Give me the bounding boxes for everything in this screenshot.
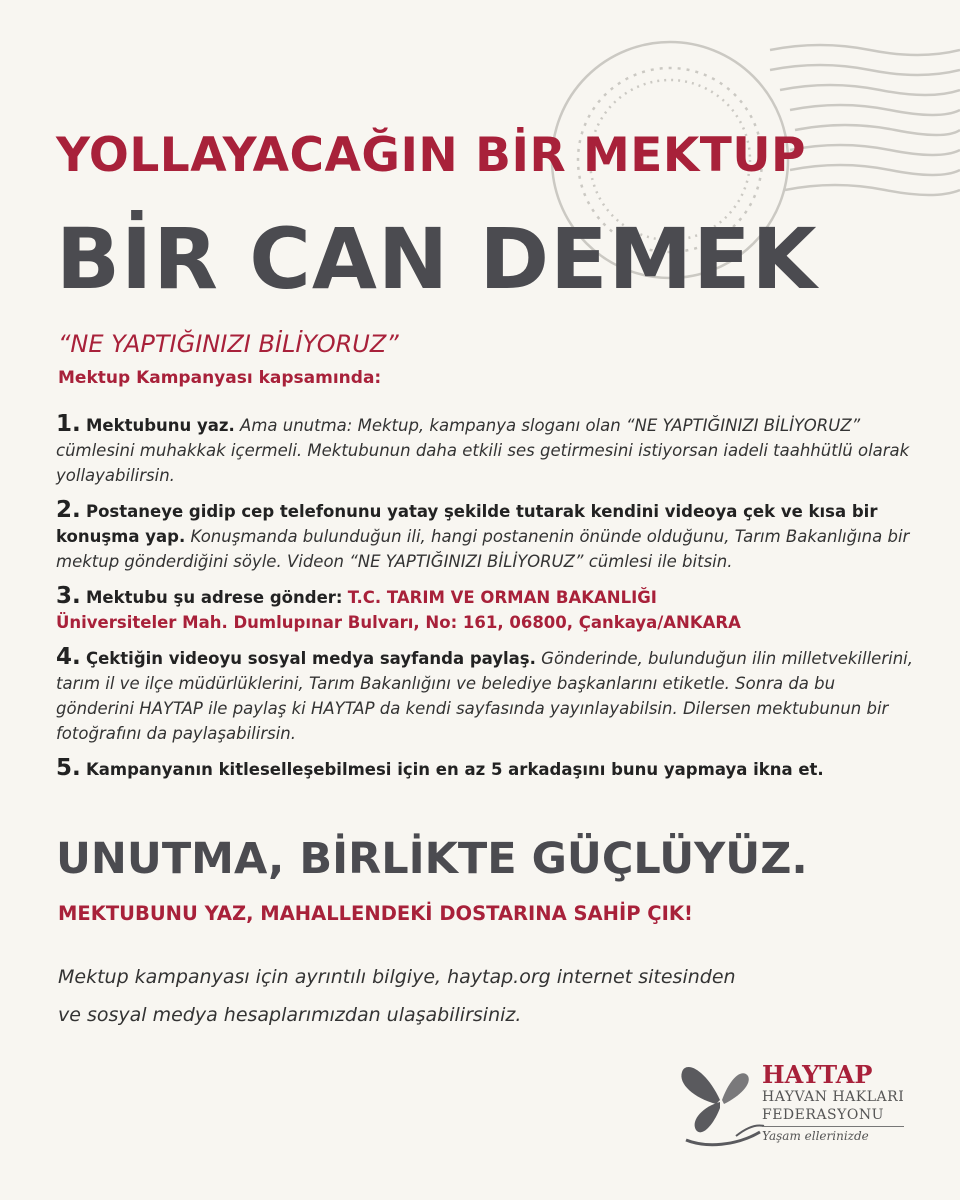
step-number: 3. (56, 583, 81, 609)
step-lead: Mektubu şu adrese gönder: (86, 588, 343, 607)
info-footnote (58, 958, 918, 1034)
call-to-action: MEKTUBUNU YAZ, MAHALLENDEKİ DOSTARINA SAHİP ÇIK! (58, 902, 693, 925)
step-2 (56, 498, 916, 574)
step-1 (56, 412, 916, 488)
footnote-line-2: ve sosyal medya hesaplarımızdan ulaşabilirsiniz. (58, 1004, 522, 1026)
step-lead: Mektubunu yaz. (86, 416, 235, 435)
ministry-name: T.C. TARIM VE ORMAN BAKANLIĞI (347, 588, 657, 607)
footnote-line-1: Mektup kampanyası için ayrıntılı bilgiye, haytap.org internet sitesinden (58, 966, 736, 988)
step-number: 2. (56, 497, 81, 523)
step-lead: Çektiğin videoyu sosyal medya sayfanda paylaş. (86, 649, 536, 668)
campaign-subtitle: Mektup Kampanyası kapsamında: (58, 368, 382, 388)
title-line-1: YOLLAYACAĞIN BİR MEKTUP (56, 128, 806, 183)
butterfly-hand-icon (676, 1050, 768, 1150)
ministry-address: Üniversiteler Mah. Dumlupınar Bulvarı, No: 161, 06800, Çankaya/ANKARA (56, 613, 741, 632)
campaign-slogan: “NE YAPTIĞINIZI BİLİYORUZ” (58, 330, 399, 358)
logo-brand: HAYTAP (762, 1060, 873, 1089)
step-4 (56, 645, 916, 746)
step-description: Ama unutma: Mektup, kampanya sloganı olan “NE YAPTIĞINIZI BİLİYORUZ” cümlesini muhakkak içermeli. Mektubunun daha etkili ses getirmesini istiyorsan iadeli taahhütlü olarak yollayabilirsin. (56, 416, 910, 485)
logo-text (762, 1062, 904, 1143)
title-line-2: BİR CAN DEMEK (56, 210, 818, 308)
step-number: 5. (56, 755, 81, 781)
haytap-logo (676, 1050, 936, 1160)
step-3 (56, 584, 916, 635)
step-description: Konuşmanda bulunduğun ili, hangi postanenin önünde olduğunu, Tarım Bakanlığına bir mektup gönderdiğini söyle. Videon “NE YAPTIĞINIZI BİLİYORUZ” cümlesi ile bitsin. (56, 527, 910, 571)
steps-list (56, 412, 916, 792)
step-number: 4. (56, 644, 81, 670)
step-description: Gönderinde, bulunduğun ilin milletvekillerini, tarım il ve ilçe müdürlüklerini, Tarım Bakanlığını ve belediye başkanlarını etiketle. Sonra da bu gönderini HAYTAP ile paylaş ki HAYTAP da kendi sayfasında yayınlayabilsin. Dilersen mektubunun bir fotoğrafını da paylaşabilirsin. (56, 649, 913, 743)
step-lead: Postaneye gidip cep telefonunu yatay şekilde tutarak kendini videoya çek ve kısa bir konuşma yap. (56, 502, 878, 546)
step-number: 1. (56, 411, 81, 437)
logo-org-line-2: FEDERASYONU (762, 1107, 884, 1123)
closing-headline: UNUTMA, BİRLİKTE GÜÇLÜYÜZ. (56, 834, 808, 884)
step-5 (56, 756, 916, 782)
logo-tagline: Yaşam ellerinizde (762, 1126, 904, 1143)
step-lead: Kampanyanın kitleselleşebilmesi için en az 5 arkadaşını bunu yapmaya ikna et. (86, 760, 824, 779)
logo-org-line-1: HAYVAN HAKLARI (762, 1089, 905, 1105)
